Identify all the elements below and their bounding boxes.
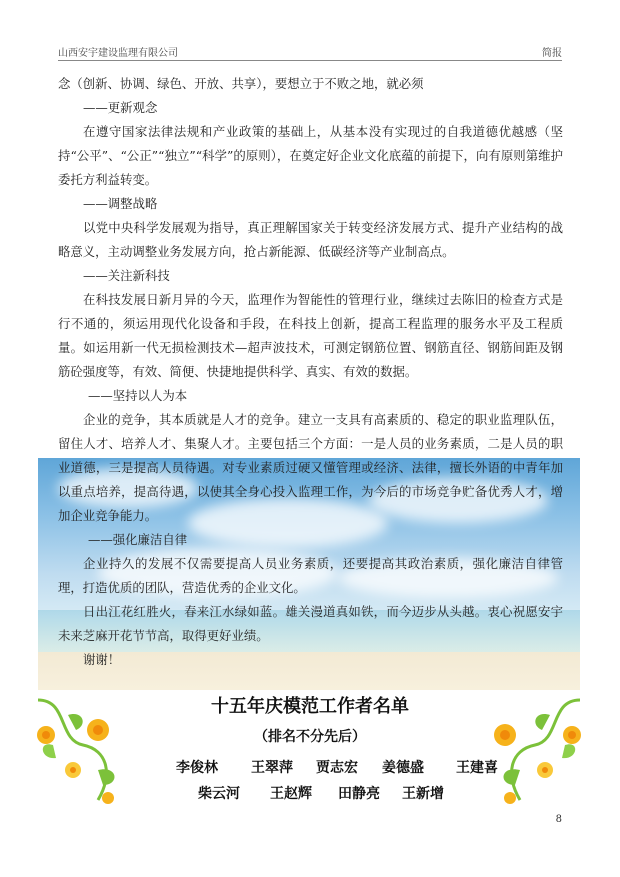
closing-thanks: 谢谢！	[83, 652, 121, 667]
section-heading: ——强化廉洁自律	[88, 532, 188, 547]
honoree-name: 李俊林	[176, 760, 218, 776]
honoree-name: 柴云河	[198, 786, 240, 802]
section-label: 简报	[542, 48, 562, 59]
page-number: 8	[555, 814, 562, 825]
section-heading: ——更新观念	[83, 100, 158, 115]
company-name: 山西安宇建设监理有限公司	[58, 48, 178, 59]
article-body	[58, 72, 563, 672]
honoree-name: 田静亮	[338, 786, 380, 802]
section-heading: ——坚持以人为本	[88, 388, 188, 403]
honoree-name: 姜德盛	[382, 760, 424, 776]
honoree-name: 王翠萍	[251, 760, 293, 776]
paragraph: 以党中央科学发展观为指导，真正理解国家关于转变经济发展方式、提升产业结构的战略意义，主动调整业务发展方向，抢占新能源、低碳经济等产业制高点。	[58, 220, 563, 259]
honor-names-row-1	[0, 757, 620, 777]
paragraph: 念（创新、协调、绿色、开放、共享），要想立于不败之地，就必须	[58, 76, 424, 91]
honoree-name: 王建喜	[456, 760, 498, 776]
honor-names-row-2	[0, 783, 620, 803]
honoree-name: 王新增	[402, 786, 444, 802]
honor-list-subtitle: （排名不分先后）	[254, 729, 366, 745]
section-heading: ——关注新科技	[83, 268, 170, 283]
paragraph: 在遵守国家法律法规和产业政策的基础上，从基本没有实现过的自我道德优越感（坚持“公平”、“公正”“独立”“科学”的原则），在奠定好企业文化底蕴的前提下，向有原则第维护委托方利益转变。	[58, 124, 563, 187]
section-heading: ——调整战略	[83, 196, 158, 211]
paragraph: 企业的竞争，其本质就是人才的竞争。建立一支具有高素质的、稳定的职业监理队伍，留住人才、培养人才、集聚人才。主要包括三个方面：一是人员的业务素质，二是人员的职业道德，三是提高人员待遇。对专业素质过硬又懂管理或经济、法律，擅长外语的中青年加以重点培养，提高待遇，以使其全身心投入监理工作，为今后的市场竞争贮备优秀人才，增加企业竞争能力。	[58, 412, 563, 523]
header-rule	[58, 60, 562, 61]
honoree-name: 王赵辉	[270, 786, 312, 802]
paragraph: 日出江花红胜火，春来江水绿如蓝。雄关漫道真如铁，而今迈步从头越。衷心祝愿安宇未来芝麻开花节节高，取得更好业绩。	[58, 604, 563, 643]
paragraph: 在科技发展日新月异的今天，监理作为智能性的管理行业，继续过去陈旧的检查方式是行不通的，须运用现代化设备和手段，在科技上创新，提高工程监理的服务水平及工程质量。如运用新一代无损检测技术—超声波技术，可测定钢筋位置、钢筋直径、钢筋间距及钢筋砼强度等，有效、简便、快捷地提供科学、真实、有效的数据。	[58, 292, 563, 379]
page-header	[58, 44, 562, 58]
honoree-name: 贾志宏	[316, 760, 358, 776]
honor-list-title: 十五年庆模范工作者名单	[211, 696, 409, 717]
paragraph: 企业持久的发展不仅需要提高人员业务素质，还要提高其政治素质，强化廉洁自律管理，打造优质的团队，营造优秀的企业文化。	[58, 556, 563, 595]
